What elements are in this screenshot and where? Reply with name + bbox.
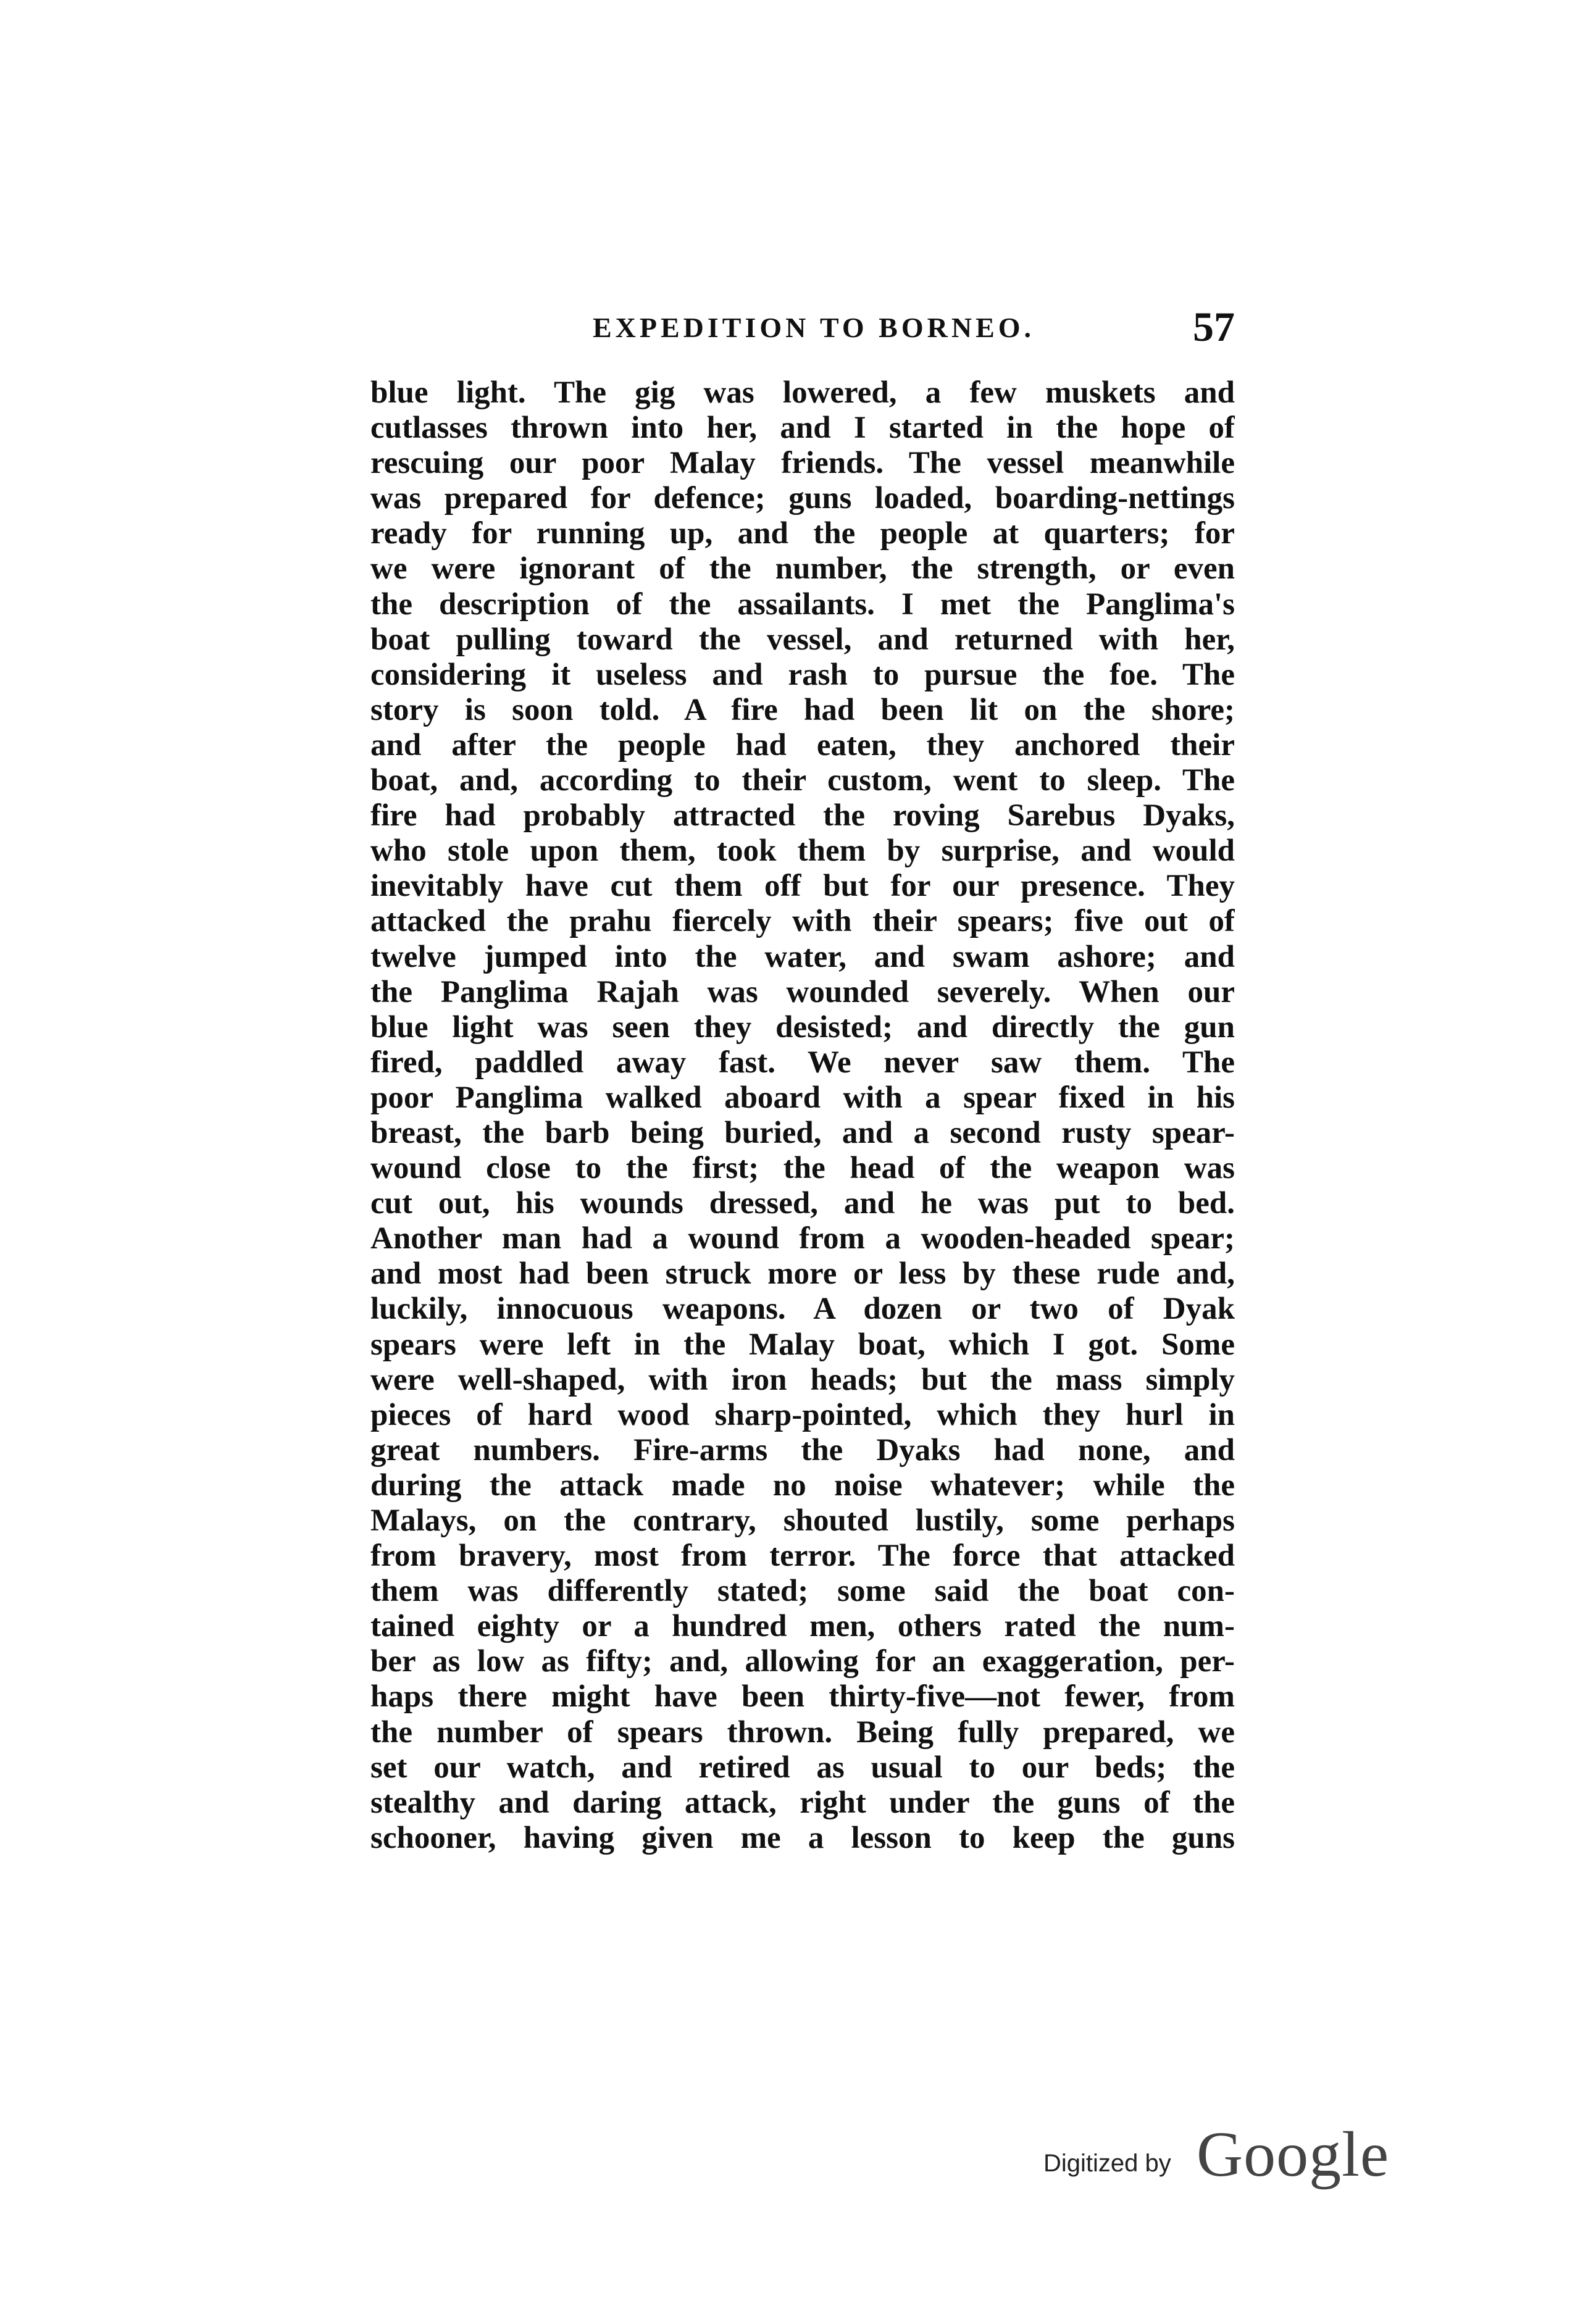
text-line: breast, the barb being buried, and a second rusty spear- — [370, 1115, 1235, 1150]
text-line: great numbers. Fire-arms the Dyaks had none, and — [370, 1432, 1235, 1468]
text-line: set our watch, and retired as usual to our beds; the — [370, 1750, 1235, 1785]
text-line: blue light. The gig was lowered, a few muskets and — [370, 375, 1235, 410]
text-line: who stole upon them, took them by surprise, and would — [370, 833, 1235, 869]
text-line: and most had been struck more or less by these rude and, — [370, 1256, 1235, 1292]
body-text — [370, 375, 1235, 1856]
text-line: fire had probably attracted the roving Sarebus Dyaks, — [370, 798, 1235, 833]
text-line: fired, paddled away fast. We never saw them. The — [370, 1045, 1235, 1080]
running-head — [370, 303, 1235, 352]
text-line: ready for running up, and the people at quarters; for — [370, 516, 1235, 551]
text-line: twelve jumped into the water, and swam ashore; and — [370, 939, 1235, 974]
text-line: and after the people had eaten, they anchored their — [370, 727, 1235, 762]
text-line: inevitably have cut them off but for our presence. They — [370, 869, 1235, 904]
text-line: Malays, on the contrary, shouted lustily, some perhaps — [370, 1503, 1235, 1538]
text-line: the Panglima Rajah was wounded severely. When our — [370, 974, 1235, 1009]
text-line: blue light was seen they desisted; and directly the gun — [370, 1009, 1235, 1045]
text-line: spears were left in the Malay boat, which I got. Some — [370, 1327, 1235, 1362]
text-line: Another man had a wound from a wooden-headed spear; — [370, 1221, 1235, 1256]
text-line: the description of the assailants. I met the Panglima's — [370, 587, 1235, 622]
digitization-watermark — [1043, 2118, 1389, 2192]
text-line: we were ignorant of the number, the strength, or even — [370, 551, 1235, 587]
text-line: considering it useless and rash to pursue the foe. The — [370, 657, 1235, 692]
text-line: were well-shaped, with iron heads; but the mass simply — [370, 1362, 1235, 1397]
text-line: schooner, having given me a lesson to keep the guns — [370, 1820, 1235, 1855]
text-line: tained eighty or a hundred men, others rated the num- — [370, 1609, 1235, 1644]
text-line: boat pulling toward the vessel, and returned with her, — [370, 622, 1235, 657]
text-line: luckily, innocuous weapons. A dozen or two of Dyak — [370, 1292, 1235, 1327]
text-line: the number of spears thrown. Being fully prepared, we — [370, 1714, 1235, 1750]
google-logo: Google — [1197, 2119, 1390, 2190]
page-number: 57 — [1193, 303, 1235, 350]
text-line: wound close to the first; the head of the weapon was — [370, 1151, 1235, 1186]
text-line: boat, and, according to their custom, went to sleep. The — [370, 763, 1235, 798]
text-line: from bravery, most from terror. The force that attacked — [370, 1539, 1235, 1574]
text-line: story is soon told. A fire had been lit on the shore; — [370, 692, 1235, 727]
text-line: during the attack made no noise whatever; while the — [370, 1468, 1235, 1503]
watermark-prefix: Digitized by — [1043, 2150, 1171, 2177]
text-line: ber as low as fifty; and, allowing for an exaggeration, per- — [370, 1644, 1235, 1679]
running-title: EXPEDITION TO BORNEO. — [593, 312, 1035, 343]
text-line: pieces of hard wood sharp-pointed, which they hurl in — [370, 1397, 1235, 1432]
text-line: cutlasses thrown into her, and I started in the hope of — [370, 411, 1235, 446]
text-line: was prepared for defence; guns loaded, boarding-nettings — [370, 481, 1235, 516]
text-line: them was differently stated; some said the boat con- — [370, 1574, 1235, 1609]
text-line: cut out, his wounds dressed, and he was put to bed. — [370, 1186, 1235, 1221]
text-line: stealthy and daring attack, right under the guns of the — [370, 1785, 1235, 1820]
text-line: haps there might have been thirty-five—not fewer, from — [370, 1679, 1235, 1714]
text-line: attacked the prahu fiercely with their spears; five out of — [370, 904, 1235, 939]
text-line: rescuing our poor Malay friends. The vessel meanwhile — [370, 446, 1235, 481]
text-line: poor Panglima walked aboard with a spear fixed in his — [370, 1080, 1235, 1115]
